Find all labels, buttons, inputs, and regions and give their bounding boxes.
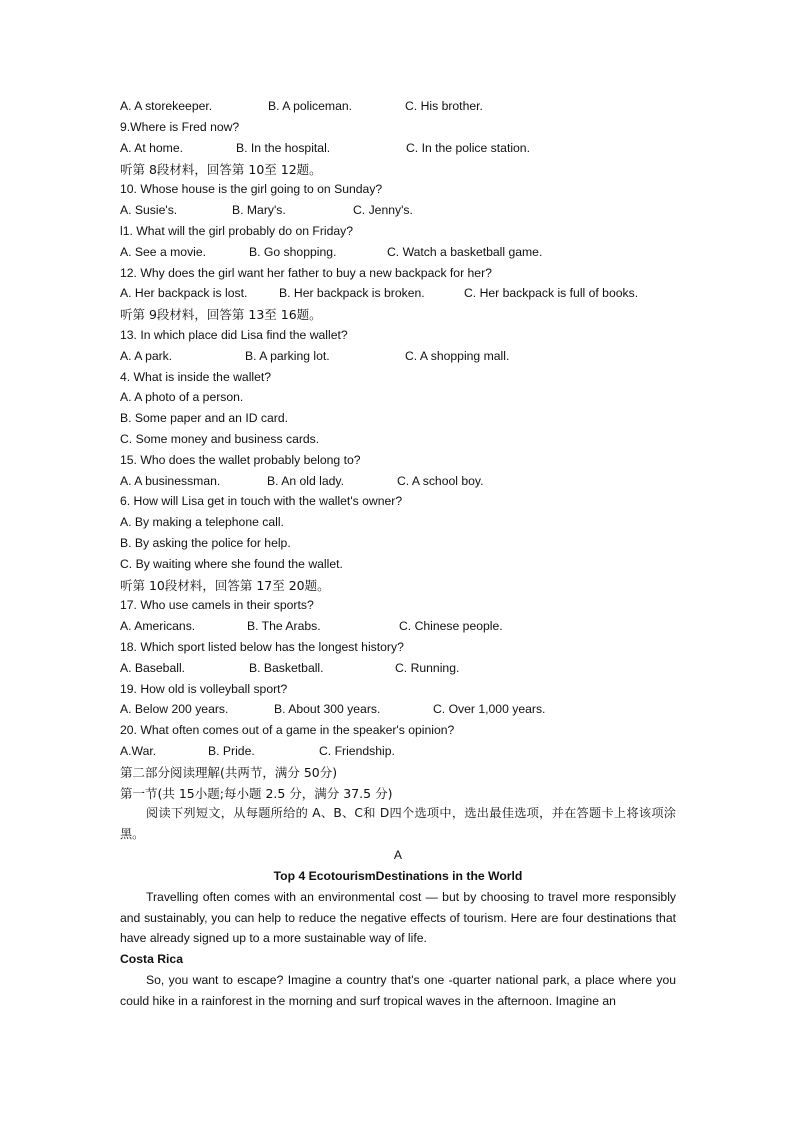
q13-option-b: B. A parking lot. bbox=[245, 349, 330, 363]
q11-option-b: B. Go shopping. bbox=[249, 245, 337, 259]
q15-stem: 15. Who does the wallet probably belong to? bbox=[120, 453, 361, 467]
q8-option-a: A. A storekeeper. bbox=[120, 99, 213, 113]
section-9-instruction: 听第 9段材料，回答第 13至 16题。 bbox=[120, 307, 322, 322]
q17-option-c: C. Chinese people. bbox=[399, 619, 503, 633]
section-8-instruction: 听第 8段材料，回答第 10至 12题。 bbox=[120, 162, 322, 177]
q20-stem: 20. What often comes out of a game in the speaker's opinion? bbox=[120, 723, 455, 737]
q12-option-c: C. Her backpack is full of books. bbox=[464, 286, 639, 300]
q9-option-b: B. In the hospital. bbox=[236, 141, 331, 155]
q20-option-b: B. Pride. bbox=[208, 744, 255, 758]
part-2-title: 第二部分阅读理解(共两节，满分 50分) bbox=[120, 765, 338, 780]
q16-option-a: A. By making a telephone call. bbox=[120, 515, 284, 529]
q19-stem: 19. How old is volleyball sport? bbox=[120, 682, 288, 696]
q9-stem: 9.Where is Fred now? bbox=[120, 120, 240, 134]
q19-option-b: B. About 300 years. bbox=[274, 702, 381, 716]
q16-option-b: B. By asking the police for help. bbox=[120, 536, 291, 550]
q15-option-b: B. An old lady. bbox=[267, 474, 345, 488]
q15-option-c: C. A school boy. bbox=[397, 474, 484, 488]
q9-option-a: A. At home. bbox=[120, 141, 184, 155]
q10-stem: 10. Whose house is the girl going to on Sunday? bbox=[120, 182, 383, 196]
passage-paragraph-1: So, you want to escape? Imagine a country that's one -quarter national park, a place where you could hike in a rainforest in the morning and surf tropical waves in the afternoon. Imagine an bbox=[120, 973, 676, 1008]
q18-option-c: C. Running. bbox=[395, 661, 460, 675]
q17-option-a: A. Americans. bbox=[120, 619, 196, 633]
part-2-instruction: 阅读下列短文，从每题所给的 A、B、C和 D四个选项中，选出最佳选项，并在答题卡上将该项涂黑。 bbox=[120, 806, 676, 841]
q19-option-c: C. Over 1,000 years. bbox=[433, 702, 546, 716]
passage-heading-costa-rica: Costa Rica bbox=[120, 952, 183, 966]
q20-option-c: C. Friendship. bbox=[319, 744, 395, 758]
q12-option-a: A. Her backpack is lost. bbox=[120, 286, 248, 300]
q19-option-a: A. Below 200 years. bbox=[120, 702, 229, 716]
q11-stem: l1. What will the girl probably do on Friday? bbox=[120, 224, 354, 238]
passage-title: Top 4 EcotourismDestinations in the World bbox=[273, 869, 523, 883]
q17-option-b: B. The Arabs. bbox=[247, 619, 321, 633]
q11-option-a: A. See a movie. bbox=[120, 245, 207, 259]
q10-option-b: B. Mary's. bbox=[232, 203, 286, 217]
q18-stem: 18. Which sport listed below has the longest history? bbox=[120, 640, 404, 654]
q9-option-c: C. In the police station. bbox=[406, 141, 530, 155]
q10-option-a: A. Susie's. bbox=[120, 203, 178, 217]
q14-option-a: A. A photo of a person. bbox=[120, 390, 244, 404]
part-2-section-1: 第一节(共 15小题;每小题 2.5 分，满分 37.5 分) bbox=[120, 786, 393, 801]
q13-option-a: A. A park. bbox=[120, 349, 173, 363]
q8-option-c: C. His brother. bbox=[405, 99, 483, 113]
q11-option-c: C. Watch a basketball game. bbox=[387, 245, 543, 259]
q14-option-b: B. Some paper and an ID card. bbox=[120, 411, 289, 425]
passage-letter: A bbox=[393, 848, 403, 862]
q12-option-b: B. Her backpack is broken. bbox=[279, 286, 425, 300]
section-10-instruction: 听第 10段材料，回答第 17至 20题。 bbox=[120, 578, 330, 593]
q20-option-a: A.War. bbox=[120, 744, 157, 758]
q18-option-b: B. Basketball. bbox=[249, 661, 324, 675]
q13-option-c: C. A shopping mall. bbox=[405, 349, 510, 363]
q14-stem: 4. What is inside the wallet? bbox=[120, 370, 272, 384]
q13-stem: 13. In which place did Lisa find the wallet? bbox=[120, 328, 348, 342]
q16-option-c: C. By waiting where she found the wallet. bbox=[120, 557, 343, 571]
q17-stem: 17. Who use camels in their sports? bbox=[120, 598, 314, 612]
q8-option-b: B. A policeman. bbox=[268, 99, 353, 113]
q10-option-c: C. Jenny's. bbox=[353, 203, 413, 217]
q15-option-a: A. A businessman. bbox=[120, 474, 221, 488]
q14-option-c: C. Some money and business cards. bbox=[120, 432, 320, 446]
passage-intro: Travelling often comes with an environmental cost — but by choosing to travel more responsibly and sustainably, you can help to reduce the negative effects of tourism. Here are four destinations that have already signed up to a more sustainable way of life. bbox=[120, 890, 676, 946]
q12-stem: 12. Why does the girl want her father to buy a new backpack for her? bbox=[120, 266, 492, 280]
q18-option-a: A. Baseball. bbox=[120, 661, 186, 675]
q16-stem: 6. How will Lisa get in touch with the wallet's owner? bbox=[120, 494, 403, 508]
